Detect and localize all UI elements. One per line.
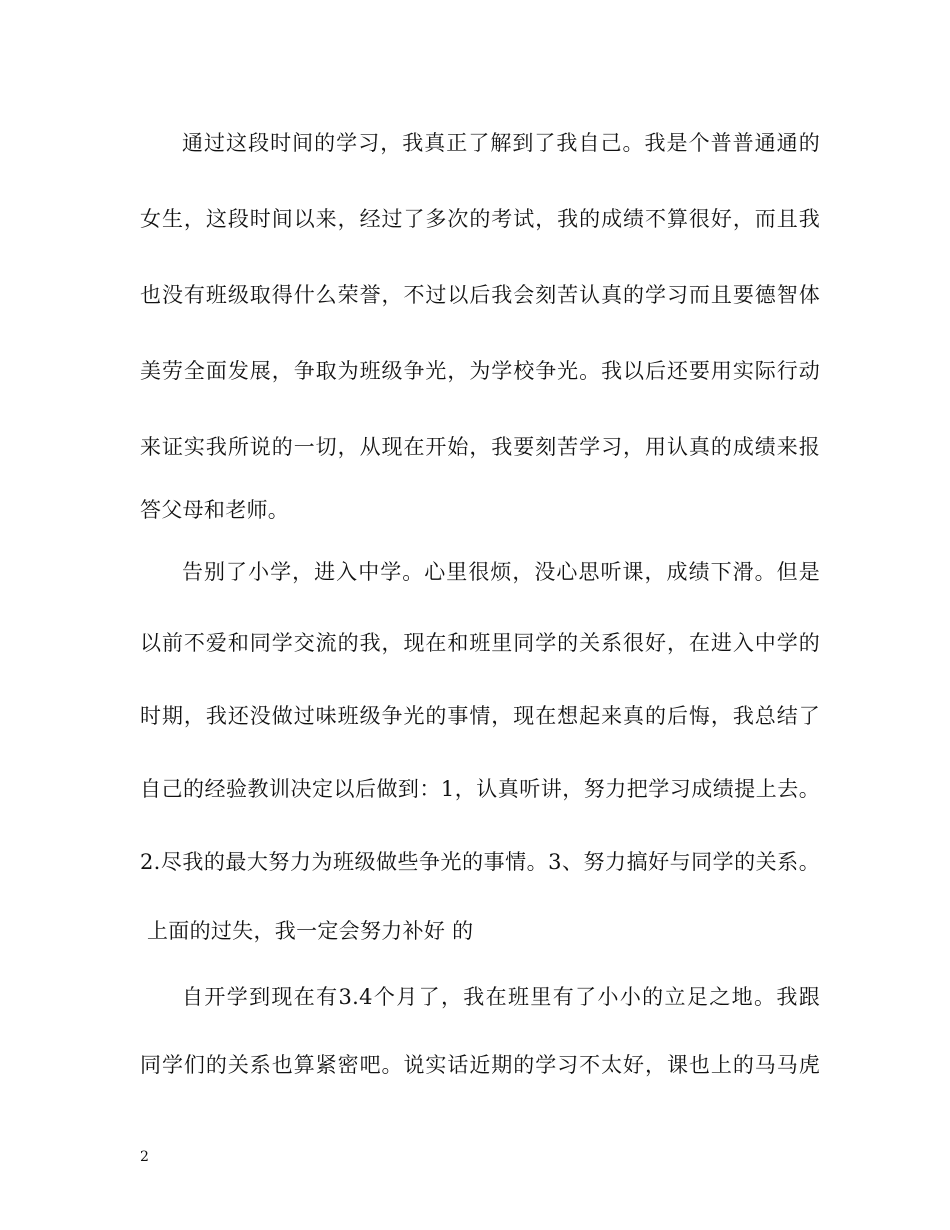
paragraph-1-line-4: 美劳全面发展，争取为班级争光，为学校争光。我以后还要用实际行动 (140, 359, 820, 383)
paragraph-2-line-4: 自己的经验教训决定以后做到：1，认真听讲，努力把学习成绩提上去。 (140, 777, 820, 801)
paragraph-3-line-2: 同学们的关系也算紧密吧。说实话近期的学习不太好，课也上的马马虎 (140, 1053, 820, 1077)
paragraph-2-line-5: 2.尽我的最大努力为班级做些争光的事情。3、努力搞好与同学的关系。 (140, 850, 820, 874)
paragraph-1-line-1: 通过这段时间的学习，我真正了解到了我自己。我是个普普通通的 (182, 131, 820, 155)
paragraph-1-line-5: 来证实我所说的一切，从现在开始，我要刻苦学习，用认真的成绩来报 (140, 435, 820, 459)
paragraph-1-line-3: 也没有班级取得什么荣誉，不过以后我会刻苦认真的学习而且要德智体 (140, 283, 820, 307)
paragraph-3-line-1: 自开学到现在有3.4个月了，我在班里有了小小的立足之地。我跟 (182, 985, 820, 1009)
paragraph-1-line-2: 女生，这段时间以来，经过了多次的考试，我的成绩不算很好，而且我 (140, 207, 820, 231)
paragraph-2-line-3: 时期，我还没做过味班级争光的事情，现在想起来真的后悔，我总结了 (140, 704, 820, 728)
paragraph-2-line-6: 上面的过失，我一定会努力补好 的 (140, 919, 474, 943)
page-number: 2 (140, 1149, 149, 1165)
paragraph-1-line-6: 答父母和老师。 (140, 498, 290, 522)
paragraph-2-line-1: 告别了小学，进入中学。心里很烦，没心思听课，成绩下滑。但是 (182, 560, 820, 584)
paragraph-2-line-2: 以前不爱和同学交流的我，现在和班里同学的关系很好，在进入中学的 (140, 631, 820, 655)
